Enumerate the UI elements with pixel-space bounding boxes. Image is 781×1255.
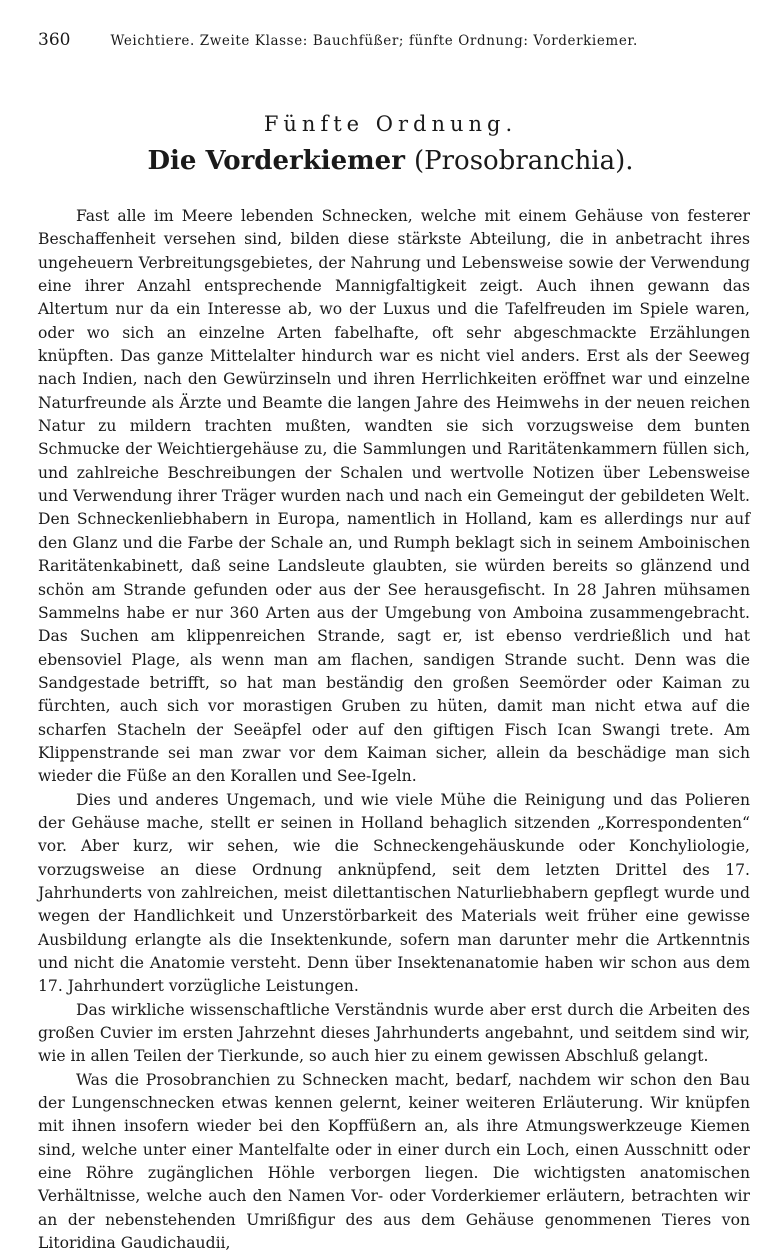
running-title: Weichtiere. Zweite Klasse: Bauchfüßer; fünfte Ordnung: Vorderkiemer. (110, 33, 638, 49)
body-text (38, 205, 750, 1255)
chapter-title-german: Die Vorderkiemer (147, 146, 405, 176)
section-heading: Fünfte Ordnung. (263, 112, 518, 136)
chapter-title-latin: (Prosobranchia). (413, 146, 634, 176)
paragraph: Dies und anderes Ungemach, und wie viele Mühe die Reinigung und das Polieren der Gehäuse mache, stellt er seinen in Holland behaglich sitzenden „Korrespondenten“ vor. Aber kurz, wir sehen, wie die Schneckengehäuskunde oder Konchyliologie, vorzugsweise an diese Ordnung anknüpfend, seit dem letzten Drittel des 17. Jahrhunderts von zahlreichen, meist dilettantischen Naturliebhabern gepflegt wurde und wegen der Handlichkeit und Unzerstörbarkeit des Materials weit früher eine gewisse Ausbildung erlangte als die Insektenkunde, sofern man darunter mehr die Artkenntnis und nicht die Anatomie versteht. Denn über Insektenanatomie haben wir schon aus dem 17. Jahrhundert vorzügliche Leistungen. (38, 790, 750, 996)
paragraph: Das wirkliche wissenschaftliche Verständnis wurde aber erst durch die Arbeiten des großen Cuvier im ersten Jahrzehnt dieses Jahrhunderts angebahnt, und seitdem sind wir, wie in allen Teilen der Tierkunde, so auch hier zu einem gewissen Abschluß gelangt. (38, 1000, 750, 1066)
page-number: 360 (38, 30, 71, 50)
chapter-title (0, 146, 781, 176)
paragraph: Was die Prosobranchien zu Schnecken macht, bedarf, nachdem wir schon den Bau der Lungenschnecken etwas kennen gelernt, keiner weiteren Erläuterung. Wir knüpfen mit ihnen insofern wieder bei den Kopffüßern an, als ihre Atmungswerkzeuge Kiemen sind, welche unter einer Mantelfalte oder in einer durch ein Loch, einen Ausschnitt oder eine Röhre zugänglichen Höhle verborgen liegen. Die wichtigsten anatomischen Verhältnisse, welche auch den Namen Vor- oder Vorderkiemer erläutern, betrachten wir an der nebenstehenden Umrißfigur des aus dem Gehäuse genommenen Tieres von Litoridina Gaudichaudii, (38, 1070, 750, 1253)
running-header (38, 30, 751, 50)
paragraph: Fast alle im Meere lebenden Schnecken, welche mit einem Gehäuse von festerer Beschaffenheit versehen sind, bilden diese stärkste Abteilung, die in anbetracht ihres ungeheuern Verbreitungsgebietes, der Nahrung und Lebensweise sowie der Verwendung eine ihrer Anzahl entsprechende Mannigfaltigkeit zeigt. Auch ihnen gewann das Altertum nur da ein Interesse ab, wo der Luxus und die Tafelfreuden im Spiele waren, oder wo sich an einzelne Arten fabelhafte, oft sehr abgeschmackte Erzählungen knüpften. Das ganze Mittelalter hindurch war es nicht viel anders. Erst als der Seeweg nach Indien, nach den Gewürzinseln und ihren Herrlichkeiten eröffnet war und einzelne Naturfreunde als Ärzte und Beamte die langen Jahre des Heimwehs in der neuen reichen Natur zu mildern trachten mußten, wandten sie sich vorzugsweise dem bunten Schmucke der Weichtiergehäuse zu, die Sammlungen und Raritätenkammern füllen sich, und zahlreiche Beschreibungen der Schalen und wertvolle Notizen über Lebensweise und Verwendung ihrer Träger wurden nach und nach ein Gemeingut der gebildeten Welt. Den Schneckenliebhabern in Europa, namentlich in Holland, kam es allerdings nur auf den Glanz und die Farbe der Schale an, und Rumph beklagt sich in seinem Amboinischen Raritätenkabinett, daß seine Landsleute glaubten, sie würden bereits so glänzend und schön am Strande gefunden oder aus der See herausgefischt. In 28 Jahren mühsamen Sammelns habe er nur 360 Arten aus der Umgebung von Amboina zusammengebracht. Das Suchen am klippenreichen Strande, sagt er, ist ebenso verdrießlich und hat ebensoviel Plage, als wenn man am flachen, sandigen Strande sucht. Denn was die Sandgestade betrifft, so hat man beständig den großen Seemörder oder Kaiman zu fürchten, auch sich vor morastigen Gruben zu hüten, damit man nicht etwa auf die scharfen Stacheln der Seeäpfel oder auf den giftigen Fisch Ican Swangi trete. Am Klippenstrande sei man zwar vor dem Kaiman sicher, allein da beschädige man sich wieder die Füße an den Korallen und See-Igeln. (38, 207, 750, 786)
